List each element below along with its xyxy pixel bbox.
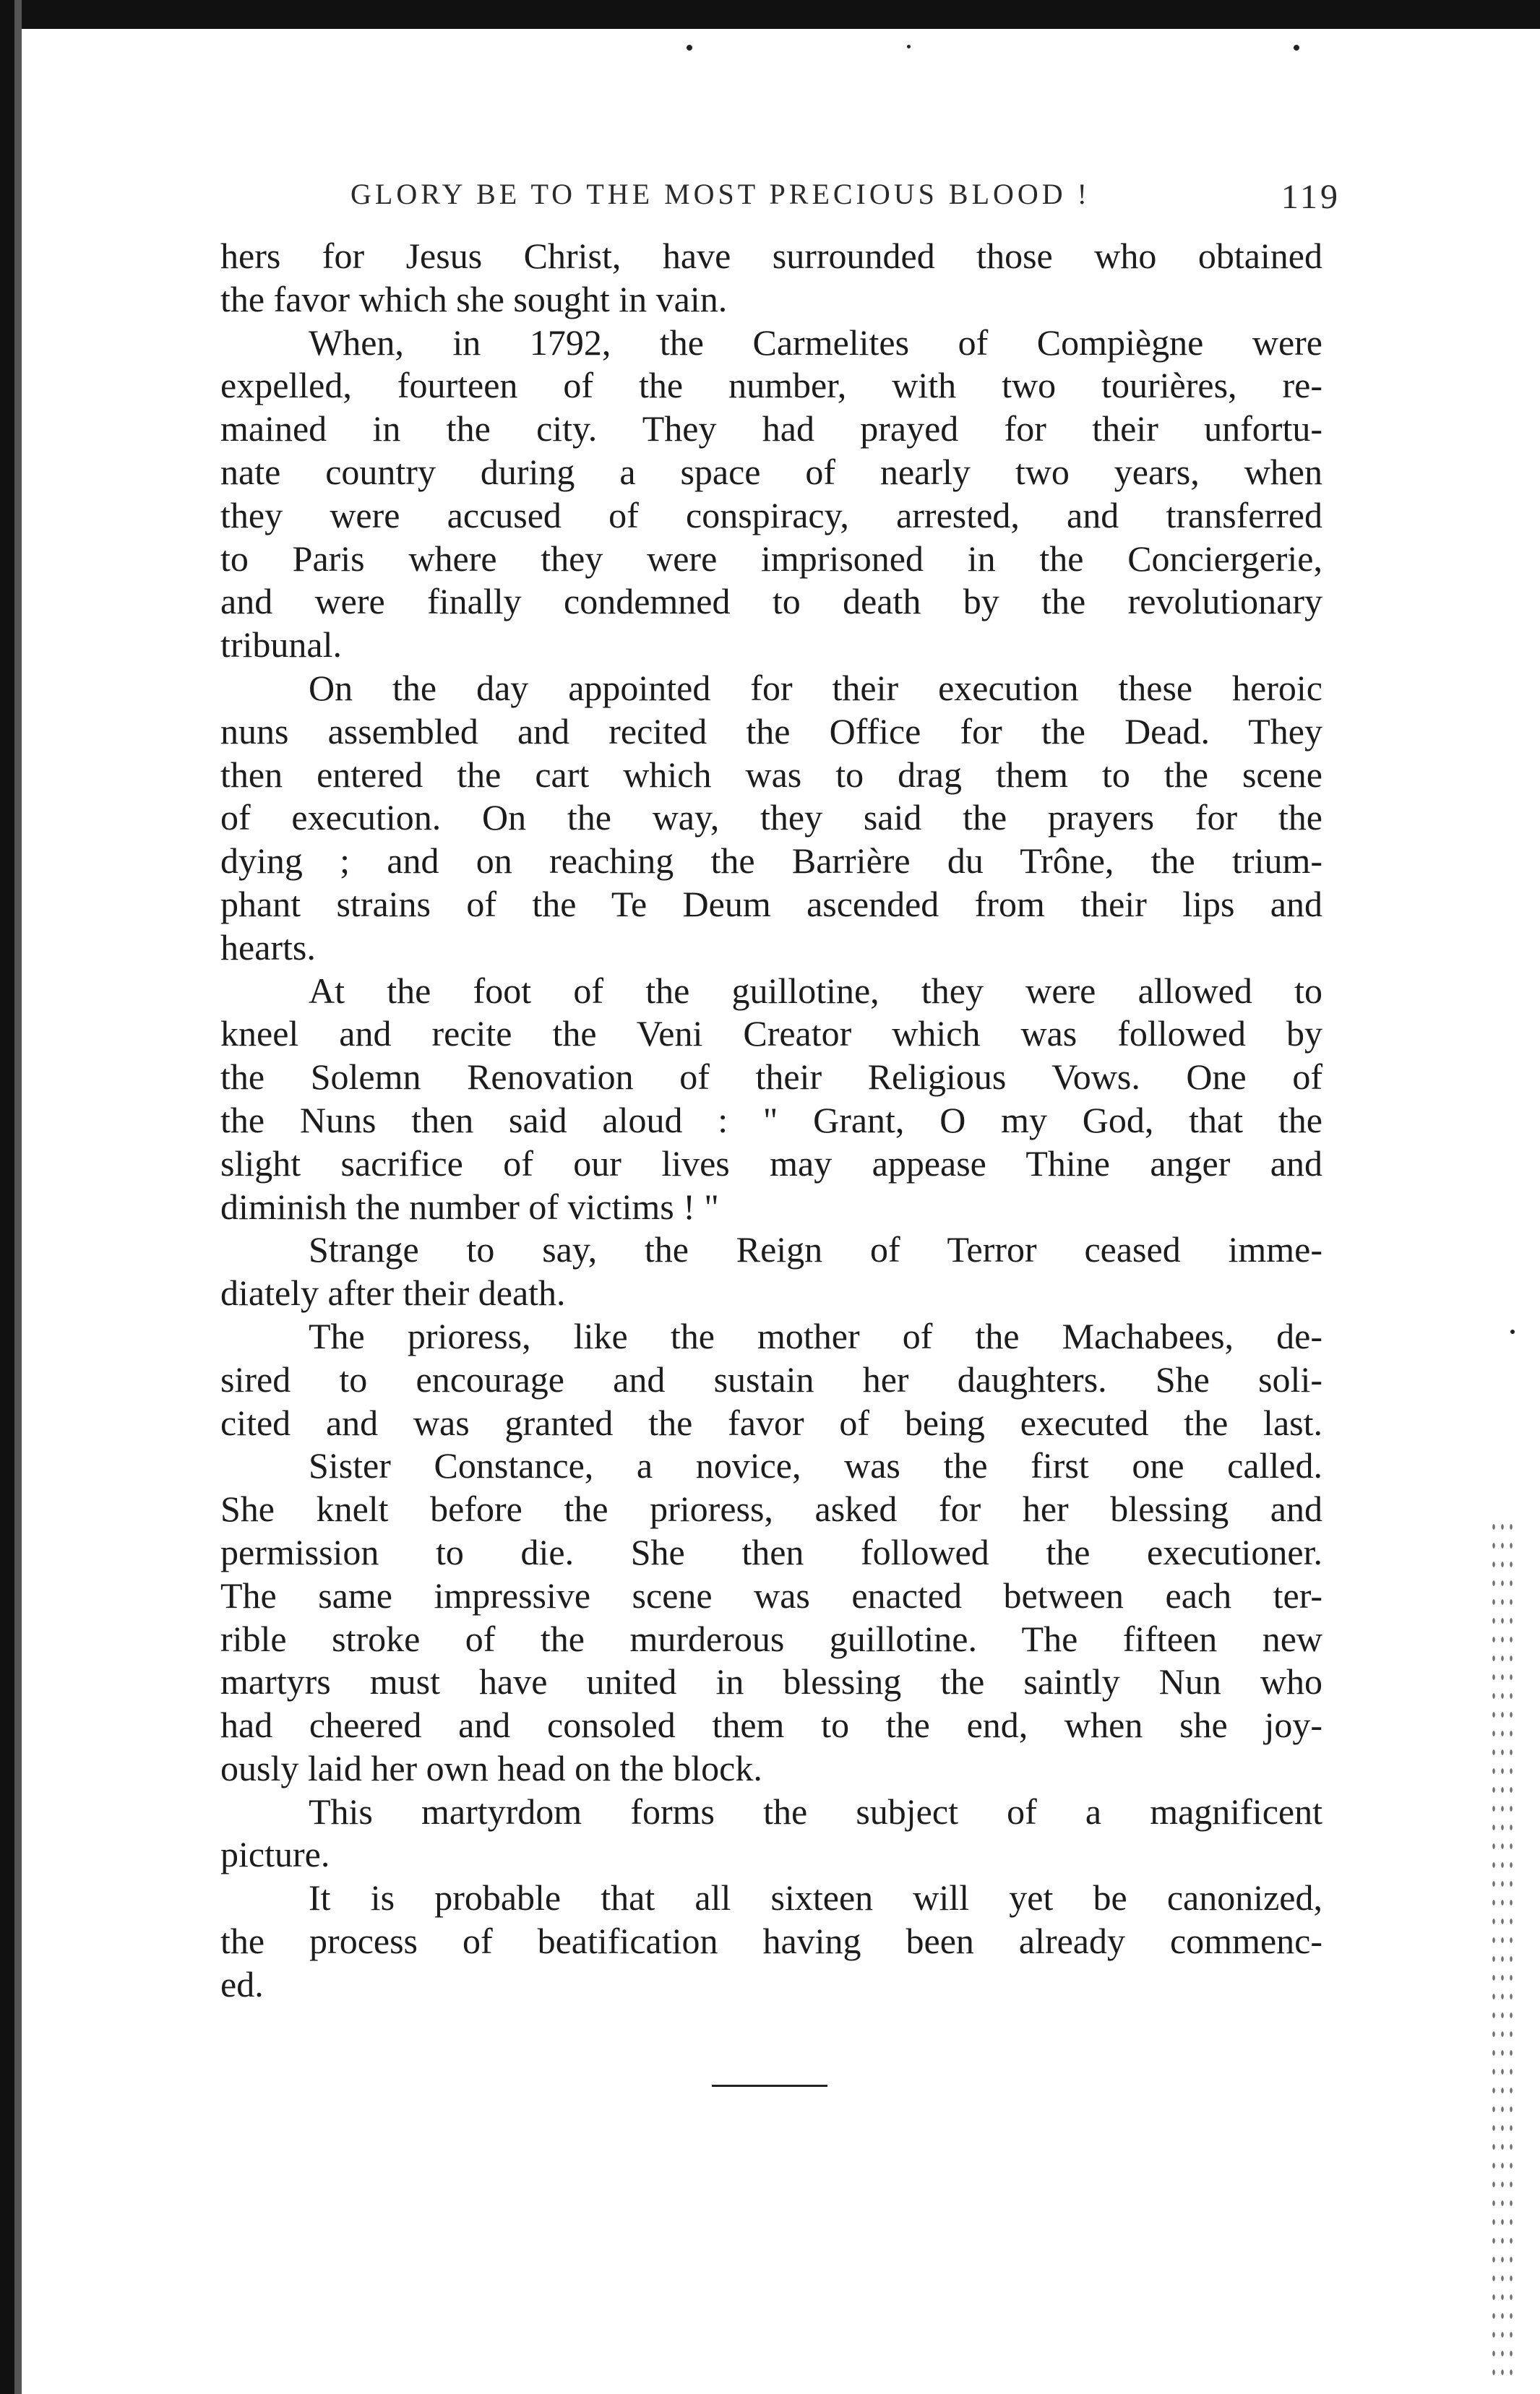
text-line: On the day appointed for their execution these heroic: [309, 667, 1322, 708]
text-line: slight sacrifice of our lives may appease Thine anger and: [220, 1142, 1322, 1184]
text-line: expelled, fourteen of the number, with two tourières, re-: [220, 365, 1322, 406]
text-line: hearts.: [220, 926, 316, 968]
text-line: nuns assembled and recited the Office for the Dead. They: [220, 710, 1322, 752]
text-line: had cheered and consoled them to the end, when she joy-: [220, 1705, 1322, 1746]
text-line: to Paris where they were imprisoned in the Conciergerie,: [220, 538, 1322, 579]
text-line: It is probable that all sixteen will yet be canonized,: [309, 1877, 1322, 1919]
page-body: [220, 235, 1322, 2007]
text-line: and were finally condemned to death by the revolutionary: [220, 581, 1322, 622]
text-line: She knelt before the prioress, asked for her blessing and: [220, 1489, 1322, 1530]
scan-edge-noise: [1489, 1517, 1518, 2377]
scan-speck: [687, 45, 692, 51]
text-line: dying ; and on reaching the Barrière du Trône, the trium-: [220, 840, 1322, 882]
scan-speck: [1510, 1330, 1515, 1334]
text-line: the Solemn Renovation of their Religious Vows. One of: [220, 1056, 1322, 1098]
text-line: hers for Jesus Christ, have surrounded those who obtained: [220, 236, 1322, 276]
text-line: nate country during a space of nearly two years, when: [220, 451, 1322, 492]
text-line: kneel and recite the Veni Creator which was followed by: [220, 1013, 1322, 1054]
text-line: they were accused of conspiracy, arrested, and transferred: [220, 494, 1322, 535]
text-line: sired to encourage and sustain her daughters. She soli-: [220, 1359, 1322, 1400]
text-line: ed.: [220, 1963, 264, 2005]
scan-border-left-shadow: [14, 0, 22, 2394]
text-line: The prioress, like the mother of the Machabees, de-: [309, 1315, 1322, 1356]
text-line: This martyrdom forms the subject of a magnificent: [309, 1791, 1322, 1832]
text-line: diately after their death.: [220, 1273, 566, 1314]
text-line: picture.: [220, 1834, 330, 1875]
scan-border-top: [0, 0, 1540, 29]
text-line: of execution. On the way, they said the prayers for the: [220, 797, 1322, 838]
scan-border-left: [0, 0, 14, 2394]
scan-speck: [907, 45, 911, 48]
text-line: the Nuns then said aloud : " Grant, O my God, that the: [220, 1099, 1322, 1140]
text-line: the favor which she sought in vain.: [220, 278, 728, 319]
text-line: the process of beatification having been already commenc-: [220, 1921, 1322, 1962]
scan-speck: [1294, 45, 1299, 51]
page-number: 119: [1281, 178, 1341, 216]
text-line: phant strains of the Te Deum ascended from their lips and: [220, 883, 1322, 924]
running-title: GLORY BE TO THE MOST PRECIOUS BLOOD !: [350, 178, 1091, 210]
running-head: [350, 177, 1341, 228]
section-end-rule: [712, 2085, 827, 2087]
text-line: then entered the cart which was to drag them to the scene: [220, 754, 1322, 795]
text-line: rible stroke of the murderous guillotine. The fifteen new: [220, 1618, 1322, 1659]
text-line: The same impressive scene was enacted between each ter-: [220, 1575, 1322, 1616]
text-line: permission to die. She then followed the executioner.: [220, 1531, 1322, 1572]
text-line: Strange to say, the Reign of Terror ceased imme-: [309, 1229, 1322, 1270]
text-line: martyrs must have united in blessing the saintly Nun who: [220, 1661, 1322, 1702]
text-line: Sister Constance, a novice, was the first one called.: [309, 1445, 1322, 1486]
text-line: mained in the city. They had prayed for their unfortu-: [220, 408, 1322, 449]
text-line: cited and was granted the favor of being executed the last.: [220, 1402, 1322, 1443]
text-line: ously laid her own head on the block.: [220, 1747, 762, 1788]
text-line: When, in 1792, the Carmelites of Compiègne were: [309, 322, 1322, 363]
text-line: diminish the number of victims ! ": [220, 1186, 719, 1227]
text-line: tribunal.: [220, 624, 343, 666]
text-line: At the foot of the guillotine, they were allowed to: [309, 970, 1322, 1011]
